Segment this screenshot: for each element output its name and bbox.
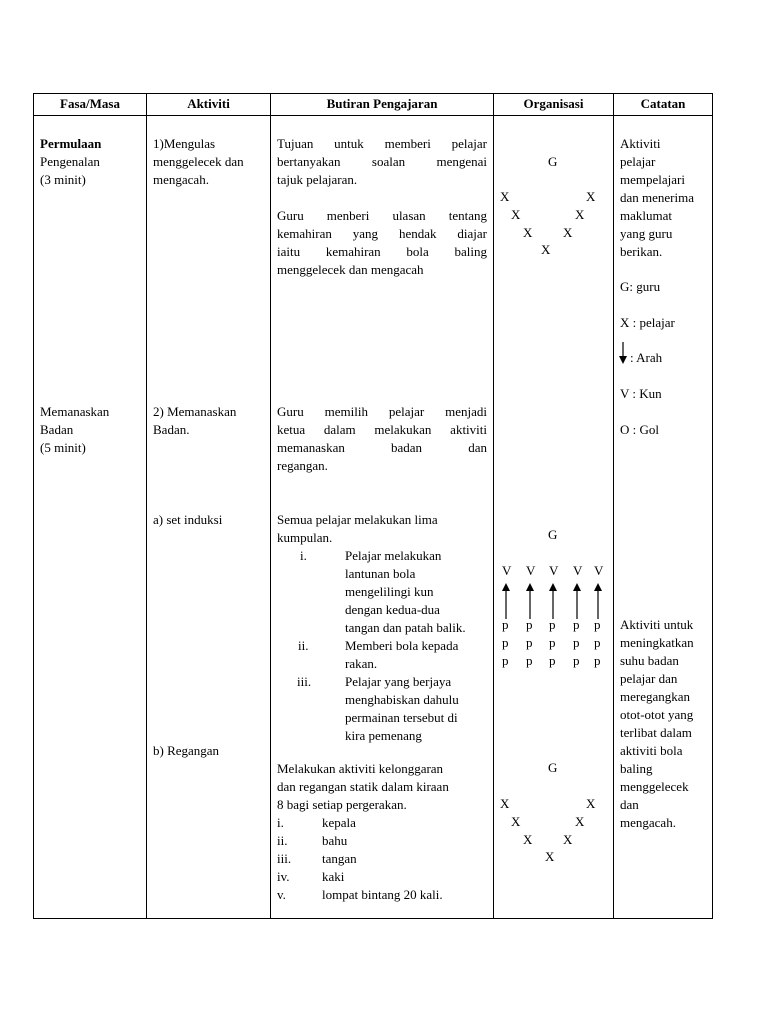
header-catatan: Catatan (640, 96, 686, 111)
header-aktiviti: Aktiviti (187, 96, 230, 111)
pelajar-marker: X (575, 207, 585, 222)
list-number: ii. (277, 833, 288, 848)
list-line: Memberi bola kepada (345, 638, 459, 653)
note-line: pelajar dan (620, 671, 678, 686)
pelajar-marker: p (502, 653, 509, 668)
header-butiran-pengajaran: Butiran Pengajaran (326, 96, 438, 111)
paragraph-line: bertanyakan soalan mengenai (277, 154, 487, 169)
list-line: Pelajar melakukan (345, 548, 442, 563)
regangan-list (277, 814, 491, 904)
pelajar-marker: p (502, 617, 509, 632)
legend-guru: G: guru (620, 279, 661, 294)
phase-permulaan (40, 135, 144, 189)
activity-memanaskan (153, 403, 267, 439)
kun-marker: V (573, 563, 583, 578)
paragraph-line: 8 bagi setiap pergerakan. (277, 797, 407, 812)
note-aktiviti-pelajar (620, 135, 710, 261)
paragraph-line: ketua dalam melakukan aktiviti (277, 422, 487, 437)
list-item (277, 886, 491, 904)
arrow-up-icon (501, 582, 511, 620)
pelajar-marker: p (573, 635, 580, 650)
butiran-ketua (277, 403, 487, 475)
note-line: pelajar (620, 154, 656, 169)
list-text: bahu (322, 833, 348, 848)
arrow-up-icon (572, 582, 582, 620)
pelajar-marker: p (549, 653, 556, 668)
pelajar-marker: X (541, 242, 551, 257)
list-item (277, 547, 491, 637)
pelajar-marker: p (526, 653, 533, 668)
butiran-ulasan (277, 207, 487, 279)
activity-line: 1)Mengulas (153, 136, 216, 151)
pelajar-marker: X (586, 796, 596, 811)
note-line: yang guru (620, 226, 673, 241)
list-line: rakan. (345, 656, 378, 671)
kun-marker: V (502, 563, 512, 578)
pelajar-marker: p (594, 653, 601, 668)
guru-marker: G (548, 154, 558, 169)
pelajar-marker: X (523, 225, 533, 240)
list-text: tangan (322, 851, 357, 866)
phase-line: Memanaskan (40, 404, 110, 419)
note-line: Aktiviti (620, 136, 661, 151)
list-item (277, 814, 491, 832)
set-induksi-list (277, 547, 491, 745)
note-suhu-badan (620, 616, 710, 832)
arrow-up-icon (525, 582, 535, 620)
note-line: maklumat (620, 208, 672, 223)
list-number: v. (277, 887, 286, 902)
butiran-tujuan (277, 135, 487, 189)
pelajar-marker: p (526, 617, 533, 632)
list-item (277, 637, 491, 673)
arrow-up-icon (548, 582, 558, 620)
note-line: mempelajari (620, 172, 685, 187)
list-line: menghabiskan dahulu (345, 692, 459, 707)
list-item (277, 850, 491, 868)
list-text: kaki (322, 869, 345, 884)
list-line: dengan kedua-dua (345, 602, 440, 617)
guru-marker: G (548, 527, 558, 542)
legend-kun: V : Kun (620, 386, 662, 401)
list-line: lantunan bola (345, 566, 416, 581)
pelajar-marker: X (586, 189, 596, 204)
note-line: terlibat dalam (620, 725, 692, 740)
phase-memanaskan-badan (40, 403, 144, 457)
paragraph-line: kemahiran yang hendak diajar (277, 226, 487, 241)
activity-set-induksi: a) set induksi (153, 512, 223, 527)
paragraph-line: Tujuan untuk memberi pelajar (277, 136, 487, 151)
pelajar-marker: X (511, 814, 521, 829)
pelajar-marker: p (549, 617, 556, 632)
kun-marker: V (549, 563, 559, 578)
paragraph-line: dan regangan statik dalam kiraan (277, 779, 449, 794)
phase-subtitle: Pengenalan (40, 154, 100, 169)
pelajar-marker: p (502, 635, 509, 650)
list-line: mengelilingi kun (345, 584, 434, 599)
pelajar-marker: X (563, 832, 573, 847)
note-line: Aktiviti untuk (620, 617, 694, 632)
pelajar-marker: X (500, 796, 510, 811)
note-line: otot-otot yang (620, 707, 694, 722)
paragraph-line: Semua pelajar melakukan lima (277, 512, 438, 527)
pelajar-marker: p (549, 635, 556, 650)
note-line: dan (620, 797, 639, 812)
list-number: ii. (298, 638, 309, 653)
list-line: kira pemenang (345, 728, 422, 743)
pelajar-marker: p (573, 653, 580, 668)
list-text: lompat bintang 20 kali. (322, 887, 443, 902)
guru-marker: G (548, 760, 558, 775)
note-line: menggelecek (620, 779, 689, 794)
arrow-up-icon (593, 582, 603, 620)
list-item (277, 673, 491, 745)
pelajar-marker: p (526, 635, 533, 650)
paragraph-line: regangan. (277, 458, 328, 473)
pelajar-marker: X (545, 849, 555, 864)
kun-marker: V (594, 563, 604, 578)
list-text: kepala (322, 815, 356, 830)
list-item (277, 868, 491, 886)
activity-line: Badan. (153, 422, 190, 437)
list-line: Pelajar yang berjaya (345, 674, 452, 689)
list-line: permainan tersebut di (345, 710, 458, 725)
pelajar-marker: p (573, 617, 580, 632)
header-fasa-masa: Fasa/Masa (60, 96, 120, 111)
paragraph-line: memanaskan badan dan (277, 440, 487, 455)
phase-line: Badan (40, 422, 74, 437)
paragraph-line: Guru memilih pelajar menjadi (277, 404, 487, 419)
arrow-down-icon (617, 341, 629, 365)
activity-mengulas (153, 135, 267, 189)
note-line: meregangkan (620, 689, 691, 704)
activity-regangan: b) Regangan (153, 743, 220, 758)
pelajar-marker: X (523, 832, 533, 847)
note-line: mengacah. (620, 815, 676, 830)
activity-line: 2) Memanaskan (153, 404, 237, 419)
paragraph-line: Guru menberi ulasan tentang (277, 208, 487, 223)
paragraph-line: menggelecek dan mengacah (277, 262, 424, 277)
legend-arah: : Arah (630, 350, 663, 365)
phase-duration: (5 minit) (40, 440, 86, 455)
note-line: suhu badan (620, 653, 679, 668)
note-line: meningkatkan (620, 635, 694, 650)
activity-line: menggelecek dan (153, 154, 244, 169)
activity-line: mengacah. (153, 172, 209, 187)
pelajar-marker: X (511, 207, 521, 222)
paragraph-line: tajuk pelajaran. (277, 172, 358, 187)
butiran-set-induksi (277, 511, 487, 547)
phase-title: Permulaan (40, 136, 102, 151)
note-line: berikan. (620, 244, 663, 259)
paragraph-line: kumpulan. (277, 530, 333, 545)
note-line: aktiviti bola (620, 743, 683, 758)
note-line: baling (620, 761, 653, 776)
list-number: iii. (297, 674, 312, 689)
pelajar-marker: X (500, 189, 510, 204)
pelajar-marker: p (594, 617, 601, 632)
butiran-regangan (277, 760, 491, 814)
list-number: i. (277, 815, 284, 830)
pelajar-marker: X (575, 814, 585, 829)
list-number: i. (300, 548, 307, 563)
list-number: iii. (277, 851, 292, 866)
legend-gol: O : Gol (620, 422, 659, 437)
phase-duration: (3 minit) (40, 172, 86, 187)
paragraph-line: iaitu kemahiran bola baling (277, 244, 487, 259)
kun-marker: V (526, 563, 536, 578)
pelajar-marker: X (563, 225, 573, 240)
list-line: tangan dan patah balik. (345, 620, 466, 635)
header-organisasi: Organisasi (523, 96, 584, 111)
paragraph-line: Melakukan aktiviti kelonggaran (277, 761, 444, 776)
list-item (277, 832, 491, 850)
note-line: dan menerima (620, 190, 694, 205)
legend-pelajar: X : pelajar (620, 315, 675, 330)
list-number: iv. (277, 869, 290, 884)
pelajar-marker: p (594, 635, 601, 650)
